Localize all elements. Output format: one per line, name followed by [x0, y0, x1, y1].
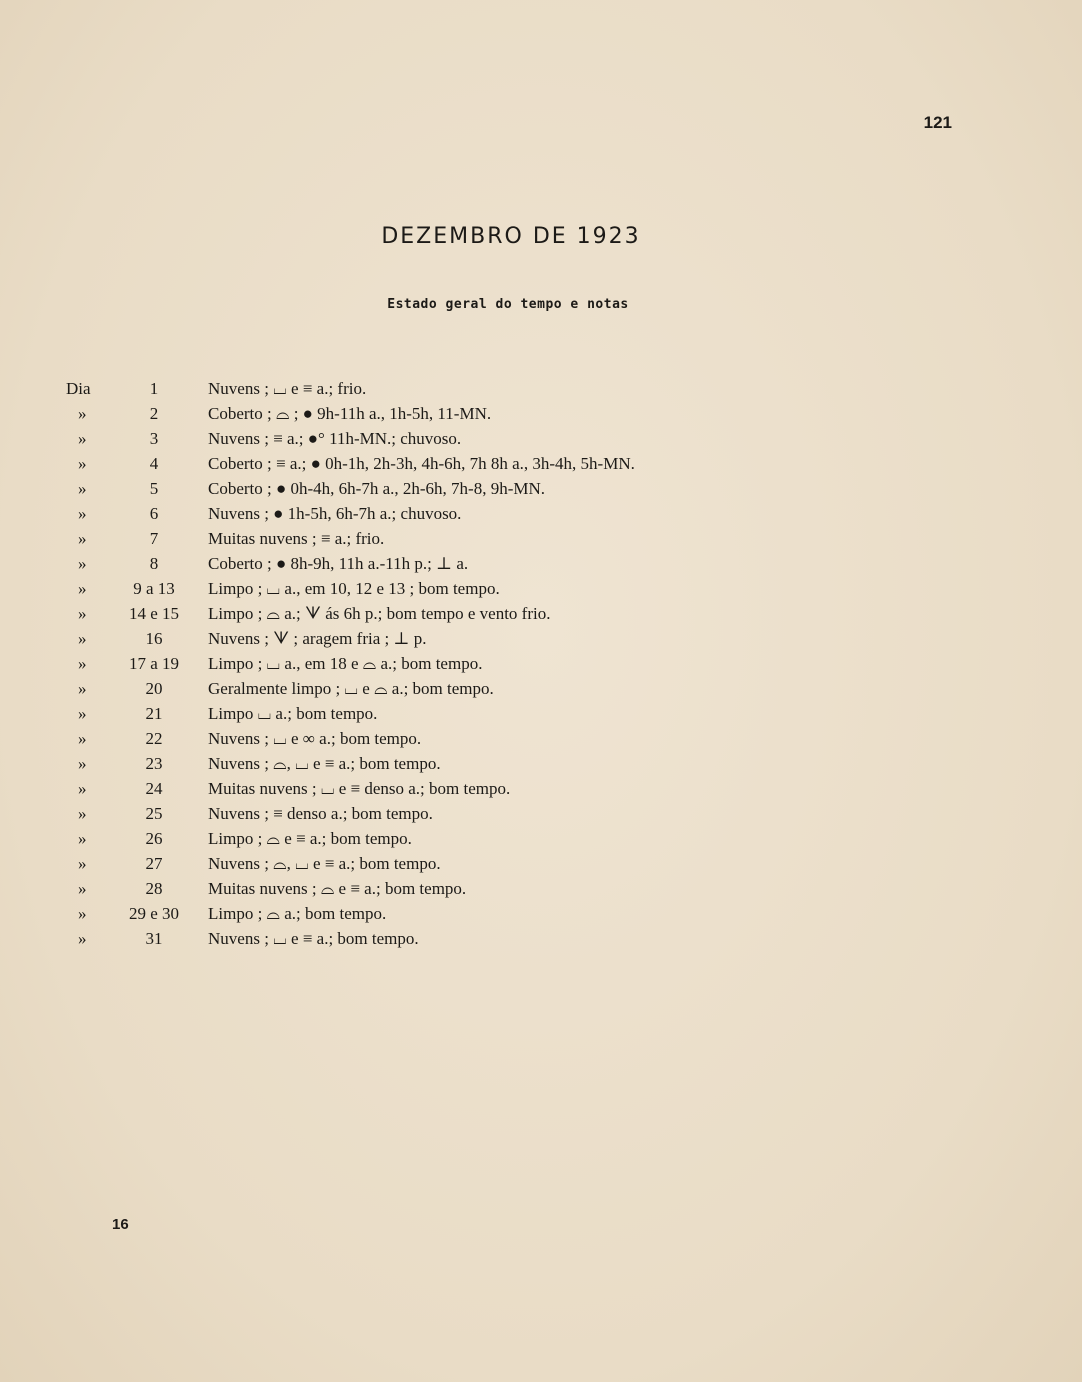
row-note: Nuvens ; ⌓, ⌴ e ≡ a.; bom tempo. — [208, 754, 441, 773]
row-label: » — [78, 504, 87, 523]
row-label: » — [78, 529, 87, 548]
row-label: » — [78, 904, 87, 923]
row-note: Nuvens ; ≡ a.; ●° 11h-MN.; chuvoso. — [208, 429, 462, 448]
row-label: Dia — [66, 379, 91, 398]
row-note: Limpo ; ⌴ a., em 18 e ⌓ a.; bom tempo. — [208, 654, 483, 673]
row-day: 25 — [145, 804, 163, 823]
row-note: Coberto ; ⌓ ; ● 9h-11h a., 1h-5h, 11-MN. — [208, 404, 492, 423]
row-note: Muitas nuvens ; ≡ a.; frio. — [208, 529, 385, 548]
row-day: 14 e 15 — [128, 604, 180, 623]
row-day: 5 — [149, 479, 159, 498]
row-day: 31 — [145, 929, 163, 948]
row-note: Nuvens ; ● 1h-5h, 6h-7h a.; chuvoso. — [208, 504, 462, 523]
row-day: 23 — [145, 754, 163, 773]
table-row — [0, 526, 1082, 551]
table-row — [0, 876, 1082, 901]
table-row — [0, 851, 1082, 876]
row-label: » — [78, 729, 87, 748]
row-note: Limpo ; ⌓ a.; ᗐ ás 6h p.; bom tempo e vento frio. — [208, 604, 551, 623]
row-day: 4 — [149, 454, 159, 473]
row-label: » — [78, 754, 87, 773]
table-row — [0, 801, 1082, 826]
signature-mark: 16 — [112, 1216, 129, 1233]
row-day: 2 — [149, 404, 159, 423]
row-day: 26 — [145, 829, 163, 848]
row-day: 17 a 19 — [128, 654, 180, 673]
row-note: Nuvens ; ⌴ e ≡ a.; frio. — [208, 379, 367, 398]
row-label: » — [78, 479, 87, 498]
row-label: » — [78, 704, 87, 723]
row-label: » — [78, 854, 87, 873]
table-row — [0, 626, 1082, 651]
row-day: 8 — [149, 554, 159, 573]
row-day: 29 e 30 — [128, 904, 180, 923]
table-row — [0, 426, 1082, 451]
row-note: Geralmente limpo ; ⌴ e ⌓ a.; bom tempo. — [208, 679, 494, 698]
row-label: » — [78, 429, 87, 448]
table-row — [0, 501, 1082, 526]
row-label: » — [78, 679, 87, 698]
row-day: 27 — [145, 854, 163, 873]
row-label: » — [78, 779, 87, 798]
row-note: Muitas nuvens ; ⌓ e ≡ a.; bom tempo. — [208, 879, 467, 898]
table-row — [0, 676, 1082, 701]
page-number: 121 — [923, 113, 952, 132]
row-note: Nuvens ; ⌴ e ∞ a.; bom tempo. — [208, 729, 422, 748]
row-note: Coberto ; ≡ a.; ● 0h-1h, 2h-3h, 4h-6h, 7h 8h a., 3h-4h, 5h-MN. — [208, 454, 635, 473]
table-row — [0, 476, 1082, 501]
row-day: 3 — [149, 429, 159, 448]
row-note: Limpo ; ⌓ a.; bom tempo. — [208, 904, 387, 923]
row-day: 22 — [145, 729, 163, 748]
table-row — [0, 751, 1082, 776]
row-note: Nuvens ; ᗐ ; aragem fria ; ⊥ p. — [208, 629, 427, 648]
row-note: Nuvens ; ⌴ e ≡ a.; bom tempo. — [208, 929, 419, 948]
row-note: Limpo ⌴ a.; bom tempo. — [208, 704, 378, 723]
row-label: » — [78, 404, 87, 423]
row-label: » — [78, 879, 87, 898]
table-row — [0, 651, 1082, 676]
row-day: 9 a 13 — [133, 579, 175, 598]
table-row — [0, 926, 1082, 951]
row-day: 1 — [149, 379, 159, 398]
weather-log-table — [0, 376, 1082, 951]
table-row — [0, 376, 1082, 401]
row-label: » — [78, 604, 87, 623]
page-title: DEZEMBRO DE 1923 — [381, 224, 641, 249]
row-note: Nuvens ; ⌓, ⌴ e ≡ a.; bom tempo. — [208, 854, 441, 873]
row-day: 7 — [149, 529, 159, 548]
table-row — [0, 401, 1082, 426]
row-note: Limpo ; ⌴ a., em 10, 12 e 13 ; bom tempo. — [208, 579, 500, 598]
row-day: 21 — [145, 704, 163, 723]
row-label: » — [78, 654, 87, 673]
row-day: 24 — [145, 779, 163, 798]
row-label: » — [78, 579, 87, 598]
table-row — [0, 551, 1082, 576]
table-row — [0, 776, 1082, 801]
row-label: » — [78, 554, 87, 573]
row-label: » — [78, 829, 87, 848]
row-label: » — [78, 629, 87, 648]
table-row — [0, 726, 1082, 751]
row-day: 20 — [145, 679, 163, 698]
row-label: » — [78, 454, 87, 473]
table-row — [0, 451, 1082, 476]
page-subtitle: Estado geral do tempo e notas — [387, 297, 629, 312]
row-label: » — [78, 929, 87, 948]
row-day: 28 — [145, 879, 163, 898]
row-label: » — [78, 804, 87, 823]
row-day: 6 — [149, 504, 159, 523]
row-day: 16 — [145, 629, 163, 648]
table-row — [0, 826, 1082, 851]
row-note: Coberto ; ● 8h-9h, 11h a.-11h p.; ⊥ a. — [208, 554, 469, 573]
row-note: Muitas nuvens ; ⌴ e ≡ denso a.; bom tempo. — [208, 779, 511, 798]
table-row — [0, 576, 1082, 601]
table-row — [0, 901, 1082, 926]
table-row — [0, 601, 1082, 626]
row-note: Limpo ; ⌓ e ≡ a.; bom tempo. — [208, 829, 412, 848]
table-row — [0, 701, 1082, 726]
row-note: Coberto ; ● 0h-4h, 6h-7h a., 2h-6h, 7h-8, 9h-MN. — [208, 479, 546, 498]
row-note: Nuvens ; ≡ denso a.; bom tempo. — [208, 804, 433, 823]
